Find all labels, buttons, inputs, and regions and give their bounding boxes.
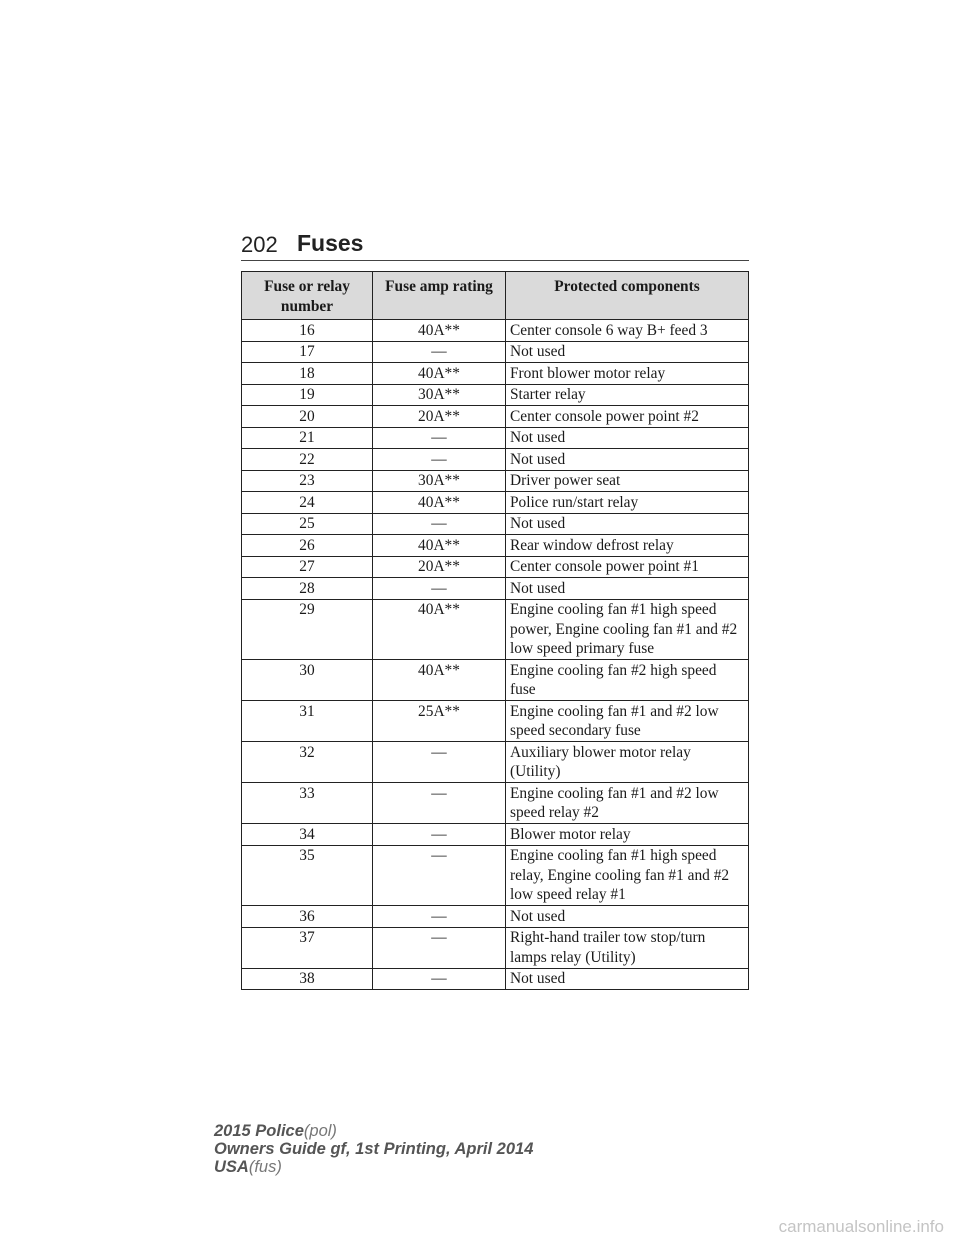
cell-protected-component: Not used [506,578,749,600]
cell-amp-rating: 40A** [373,535,506,557]
cell-amp-rating: 30A** [373,384,506,406]
footer-market-code: (fus) [248,1158,282,1176]
footer-model: 2015 Police [214,1122,304,1140]
cell-fuse-number: 25 [242,513,373,535]
cell-protected-component: Engine cooling fan #2 high speed fuse [506,660,749,701]
column-header-amp-rating: Fuse amp rating [373,272,506,320]
cell-protected-component: Not used [506,341,749,363]
cell-protected-component: Not used [506,449,749,471]
cell-amp-rating: 40A** [373,363,506,385]
table-row [242,427,749,449]
table-row [242,556,749,578]
cell-protected-component: Engine cooling fan #1 and #2 low speed secondary fuse [506,701,749,742]
footer-line-1 [214,1122,533,1140]
footer-line-3 [214,1158,533,1176]
fuse-table [241,271,749,990]
cell-protected-component: Rear window defrost relay [506,535,749,557]
cell-protected-component: Police run/start relay [506,492,749,514]
cell-protected-component: Not used [506,513,749,535]
table-body [242,320,749,990]
table-row [242,470,749,492]
cell-protected-component: Starter relay [506,384,749,406]
cell-fuse-number: 33 [242,783,373,824]
cell-fuse-number: 17 [242,341,373,363]
cell-fuse-number: 24 [242,492,373,514]
cell-amp-rating: — [373,513,506,535]
table-row [242,406,749,428]
cell-fuse-number: 29 [242,599,373,660]
cell-fuse-number: 34 [242,824,373,846]
cell-amp-rating: — [373,578,506,600]
cell-amp-rating: — [373,783,506,824]
cell-amp-rating: — [373,341,506,363]
cell-protected-component: Engine cooling fan #1 high speed power, Engine cooling fan #1 and #2 low speed primary fuse [506,599,749,660]
document-footer [214,1122,533,1176]
cell-protected-component: Not used [506,968,749,990]
cell-amp-rating: 40A** [373,492,506,514]
table-row [242,968,749,990]
cell-amp-rating: — [373,968,506,990]
footer-market: USA [214,1158,249,1176]
footer-line-2: Owners Guide gf, 1st Printing, April 2014 [214,1140,534,1158]
cell-fuse-number: 36 [242,906,373,928]
table-row [242,906,749,928]
cell-amp-rating: — [373,906,506,928]
cell-protected-component: Driver power seat [506,470,749,492]
cell-protected-component: Center console 6 way B+ feed 3 [506,320,749,342]
cell-fuse-number: 26 [242,535,373,557]
cell-amp-rating: — [373,449,506,471]
cell-fuse-number: 19 [242,384,373,406]
cell-fuse-number: 23 [242,470,373,492]
table-row [242,384,749,406]
cell-fuse-number: 20 [242,406,373,428]
cell-fuse-number: 22 [242,449,373,471]
column-header-components: Protected components [506,272,749,320]
cell-fuse-number: 35 [242,845,373,906]
cell-amp-rating: — [373,824,506,846]
footer-model-code: (pol) [303,1122,337,1140]
cell-amp-rating: 20A** [373,556,506,578]
cell-fuse-number: 31 [242,701,373,742]
table-row [242,845,749,906]
cell-fuse-number: 37 [242,927,373,968]
cell-amp-rating: 40A** [373,320,506,342]
table-row [242,783,749,824]
cell-amp-rating: 30A** [373,470,506,492]
cell-protected-component: Right-hand trailer tow stop/turn lamps relay (Utility) [506,927,749,968]
table-row [242,492,749,514]
cell-protected-component: Engine cooling fan #1 high speed relay, Engine cooling fan #1 and #2 low speed relay #1 [506,845,749,906]
table-row [242,363,749,385]
cell-amp-rating: 40A** [373,599,506,660]
cell-fuse-number: 21 [242,427,373,449]
table-header-row [242,272,749,320]
table-row [242,449,749,471]
table-row [242,701,749,742]
cell-protected-component: Front blower motor relay [506,363,749,385]
cell-fuse-number: 27 [242,556,373,578]
cell-amp-rating: — [373,427,506,449]
cell-fuse-number: 18 [242,363,373,385]
table-row [242,320,749,342]
column-header-number: Fuse or relay number [242,272,373,320]
cell-fuse-number: 30 [242,660,373,701]
cell-protected-component: Center console power point #2 [506,406,749,428]
table-row [242,341,749,363]
cell-fuse-number: 32 [242,742,373,783]
table-row [242,742,749,783]
table-row [242,660,749,701]
cell-protected-component: Auxiliary blower motor relay (Utility) [506,742,749,783]
page-number: 202 [241,232,278,257]
table-row [242,513,749,535]
table-row [242,927,749,968]
table-row [242,535,749,557]
cell-amp-rating: 40A** [373,660,506,701]
cell-fuse-number: 38 [242,968,373,990]
table-row [242,578,749,600]
cell-protected-component: Not used [506,427,749,449]
cell-amp-rating: 20A** [373,406,506,428]
cell-protected-component: Engine cooling fan #1 and #2 low speed relay #2 [506,783,749,824]
cell-fuse-number: 28 [242,578,373,600]
cell-amp-rating: 25A** [373,701,506,742]
table-row [242,824,749,846]
watermark: carmanualsonline.info [778,1217,944,1236]
cell-protected-component: Not used [506,906,749,928]
table-row [242,599,749,660]
cell-fuse-number: 16 [242,320,373,342]
cell-amp-rating: — [373,927,506,968]
cell-protected-component: Blower motor relay [506,824,749,846]
section-title: Fuses [297,230,364,256]
cell-amp-rating: — [373,845,506,906]
page-header [241,226,749,261]
cell-amp-rating: — [373,742,506,783]
cell-protected-component: Center console power point #1 [506,556,749,578]
